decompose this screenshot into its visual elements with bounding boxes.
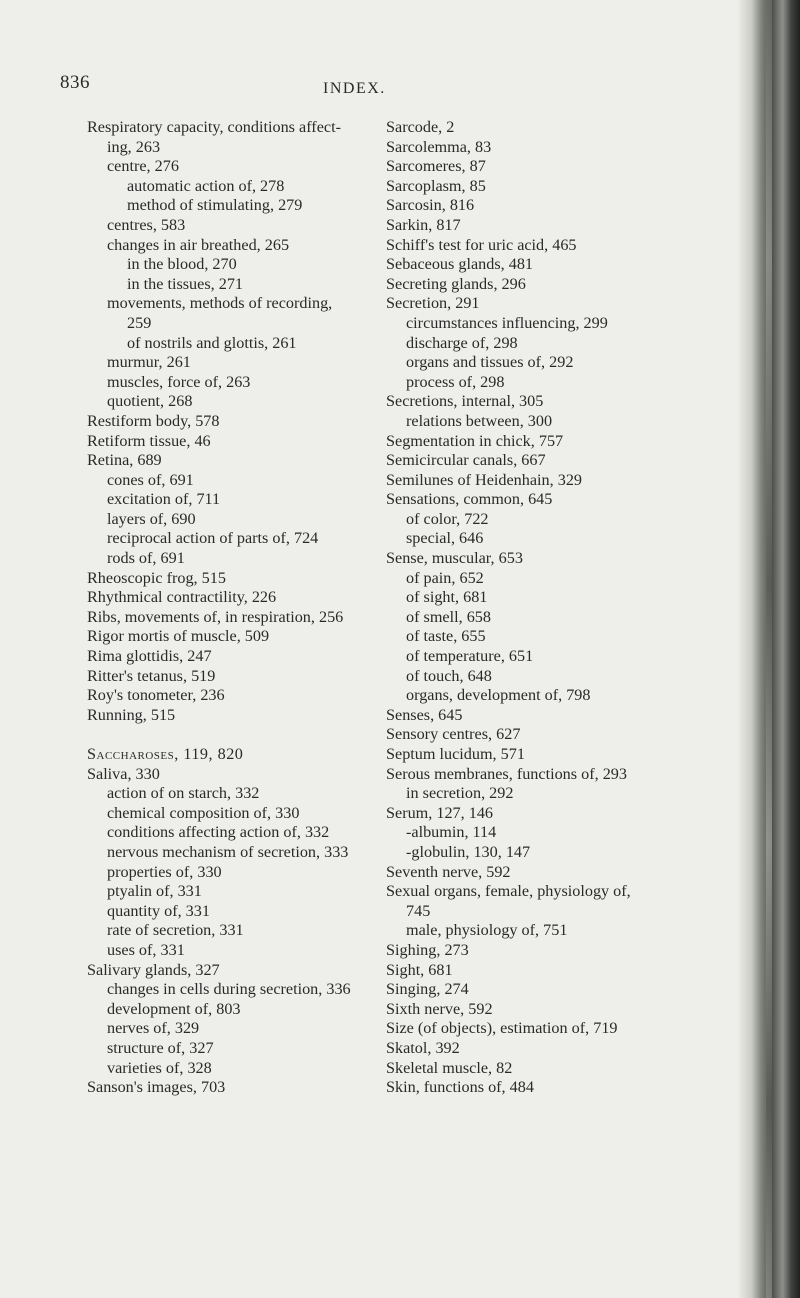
index-subentry: quantity of, 331: [107, 901, 210, 920]
index-entry: Sexual organs, female, physiology of,: [386, 882, 631, 901]
index-subentry: circumstances influencing, 299: [406, 313, 608, 332]
index-subentry: movements, methods of recording,: [107, 294, 333, 313]
index-entry: Restiform body, 578: [87, 411, 220, 430]
index-entry: Sarcosin, 816: [386, 196, 475, 215]
index-subentry: structure of, 327: [107, 1038, 214, 1057]
index-entry: Skatol, 392: [386, 1038, 460, 1057]
index-entry: Sarcolemma, 83: [386, 137, 492, 156]
index-subentry: relations between, 300: [406, 411, 553, 430]
index-subentry: changes in cells during secretion, 336: [107, 980, 351, 999]
index-entry: Skin, functions of, 484: [386, 1078, 534, 1097]
index-subentry: of smell, 658: [406, 607, 491, 626]
index-entry: Rima glottidis, 247: [87, 647, 212, 666]
index-entry: Rheoscopic frog, 515: [87, 568, 226, 587]
index-subentry: changes in air breathed, 265: [107, 235, 290, 254]
index-entry: Sebaceous glands, 481: [386, 255, 534, 274]
index-subentry: nervous mechanism of secretion, 333: [107, 842, 349, 861]
index-subentry: discharge of, 298: [406, 333, 518, 352]
index-entry: Salivary glands, 327: [87, 960, 220, 979]
index-column-left: [87, 118, 377, 1098]
index-subentry: chemical composition of, 330: [107, 803, 300, 822]
index-subentry: reciprocal action of parts of, 724: [107, 529, 319, 548]
index-subentry: of sight, 681: [406, 588, 488, 607]
book-binding-shadow: [766, 0, 772, 1298]
index-entry: Size (of objects), estimation of, 719: [386, 1019, 618, 1038]
index-entry: Sarcoplasm, 85: [386, 176, 486, 195]
index-entry: Running, 515: [87, 705, 176, 724]
index-entry: Retina, 689: [87, 451, 162, 470]
index-subentry: of pain, 652: [406, 568, 484, 587]
page-number: 836: [60, 72, 90, 93]
index-entry: Rigor mortis of muscle, 509: [87, 627, 270, 646]
index-subentry: process of, 298: [406, 372, 505, 391]
index-subentry: conditions affecting action of, 332: [107, 823, 330, 842]
index-subentry: automatic action of, 278: [127, 176, 285, 195]
index-entry: Serous membranes, functions of, 293: [386, 764, 627, 783]
index-subentry: of color, 722: [406, 509, 489, 528]
index-entry: Serum, 127, 146: [386, 803, 494, 822]
index-subentry: ptyalin of, 331: [107, 882, 202, 901]
index-entry: Senses, 645: [386, 705, 463, 724]
index-entry: Roy's tonometer, 236: [87, 686, 225, 705]
index-entry: Singing, 274: [386, 980, 469, 999]
index-subentry: -globulin, 130, 147: [406, 842, 531, 861]
index-subentry: murmur, 261: [107, 353, 191, 372]
index-subentry: organs, development of, 798: [406, 686, 591, 705]
index-entry: Sanson's images, 703: [87, 1078, 226, 1097]
index-subentry: uses of, 331: [107, 940, 185, 959]
index-subentry: cones of, 691: [107, 470, 194, 489]
index-subentry: male, physiology of, 751: [406, 921, 568, 940]
index-entry: Saccharoses, 119, 820: [87, 745, 244, 763]
index-entry: Sarcode, 2: [386, 118, 455, 136]
index-entry: Sensory centres, 627: [386, 725, 521, 744]
index-entry: Semicircular canals, 667: [386, 451, 546, 470]
index-subentry: -albumin, 114: [406, 823, 497, 842]
index-subentry: in secretion, 292: [406, 784, 514, 803]
index-entry: Semilunes of Heidenhain, 329: [386, 470, 583, 489]
index-entry: Segmentation in chick, 757: [386, 431, 564, 450]
index-subentry: centres, 583: [107, 215, 186, 234]
index-subentry: properties of, 330: [107, 862, 222, 881]
index-subentry: excitation of, 711: [107, 490, 221, 509]
running-head: INDEX.: [323, 80, 386, 97]
index-entry: Secreting glands, 296: [386, 274, 526, 293]
index-subentry: of touch, 648: [406, 666, 492, 685]
index-subentry: in the tissues, 271: [127, 274, 244, 293]
index-entry: Sensations, common, 645: [386, 490, 553, 509]
index-entry: Retiform tissue, 46: [87, 431, 211, 450]
index-subentry: ing, 263: [107, 137, 161, 156]
index-entry: Rhythmical contractility, 226: [87, 588, 277, 607]
index-entry: Sense, muscular, 653: [386, 549, 523, 568]
index-subentry: rate of secretion, 331: [107, 921, 244, 940]
index-subentry: nerves of, 329: [107, 1019, 200, 1038]
index-subentry: in the blood, 270: [127, 255, 237, 274]
index-subentry: 259: [127, 313, 152, 332]
index-entry: Septum lucidum, 571: [386, 745, 525, 763]
index-subentry: organs and tissues of, 292: [406, 353, 574, 372]
index-subentry: varieties of, 328: [107, 1058, 212, 1077]
index-subentry: rods of, 691: [107, 549, 185, 568]
index-entry: Secretion, 291: [386, 294, 480, 313]
index-subentry: layers of, 690: [107, 509, 196, 528]
index-entry: Secretions, internal, 305: [386, 392, 544, 411]
index-entry: Respiratory capacity, conditions affect-: [87, 118, 341, 136]
index-subentry: of nostrils and glottis, 261: [127, 333, 297, 352]
index-entry: Sixth nerve, 592: [386, 999, 493, 1018]
index-entry: Ritter's tetanus, 519: [87, 666, 216, 685]
index-subentry: 745: [406, 901, 431, 920]
index-entry: Saliva, 330: [87, 764, 160, 783]
index-entry: Seventh nerve, 592: [386, 862, 511, 881]
index-subentry: action of on starch, 332: [107, 784, 260, 803]
index-entry: Sight, 681: [386, 960, 453, 979]
index-column-right: [386, 118, 726, 1098]
index-subentry: centre, 276: [107, 157, 179, 176]
index-subentry: development of, 803: [107, 999, 241, 1018]
index-subentry: of temperature, 651: [406, 647, 534, 666]
index-entry: Skeletal muscle, 82: [386, 1058, 513, 1077]
index-entry: Sarkin, 817: [386, 215, 461, 234]
index-entry: Sighing, 273: [386, 940, 469, 959]
index-subentry: muscles, force of, 263: [107, 372, 251, 391]
index-subentry: special, 646: [406, 529, 484, 548]
index-subentry: method of stimulating, 279: [127, 196, 303, 215]
index-entry: Sarcomeres, 87: [386, 157, 486, 176]
index-subentry: of taste, 655: [406, 627, 486, 646]
index-entry: Schiff's test for uric acid, 465: [386, 235, 577, 254]
index-entry: Ribs, movements of, in respiration, 256: [87, 607, 344, 626]
index-subentry: quotient, 268: [107, 392, 193, 411]
